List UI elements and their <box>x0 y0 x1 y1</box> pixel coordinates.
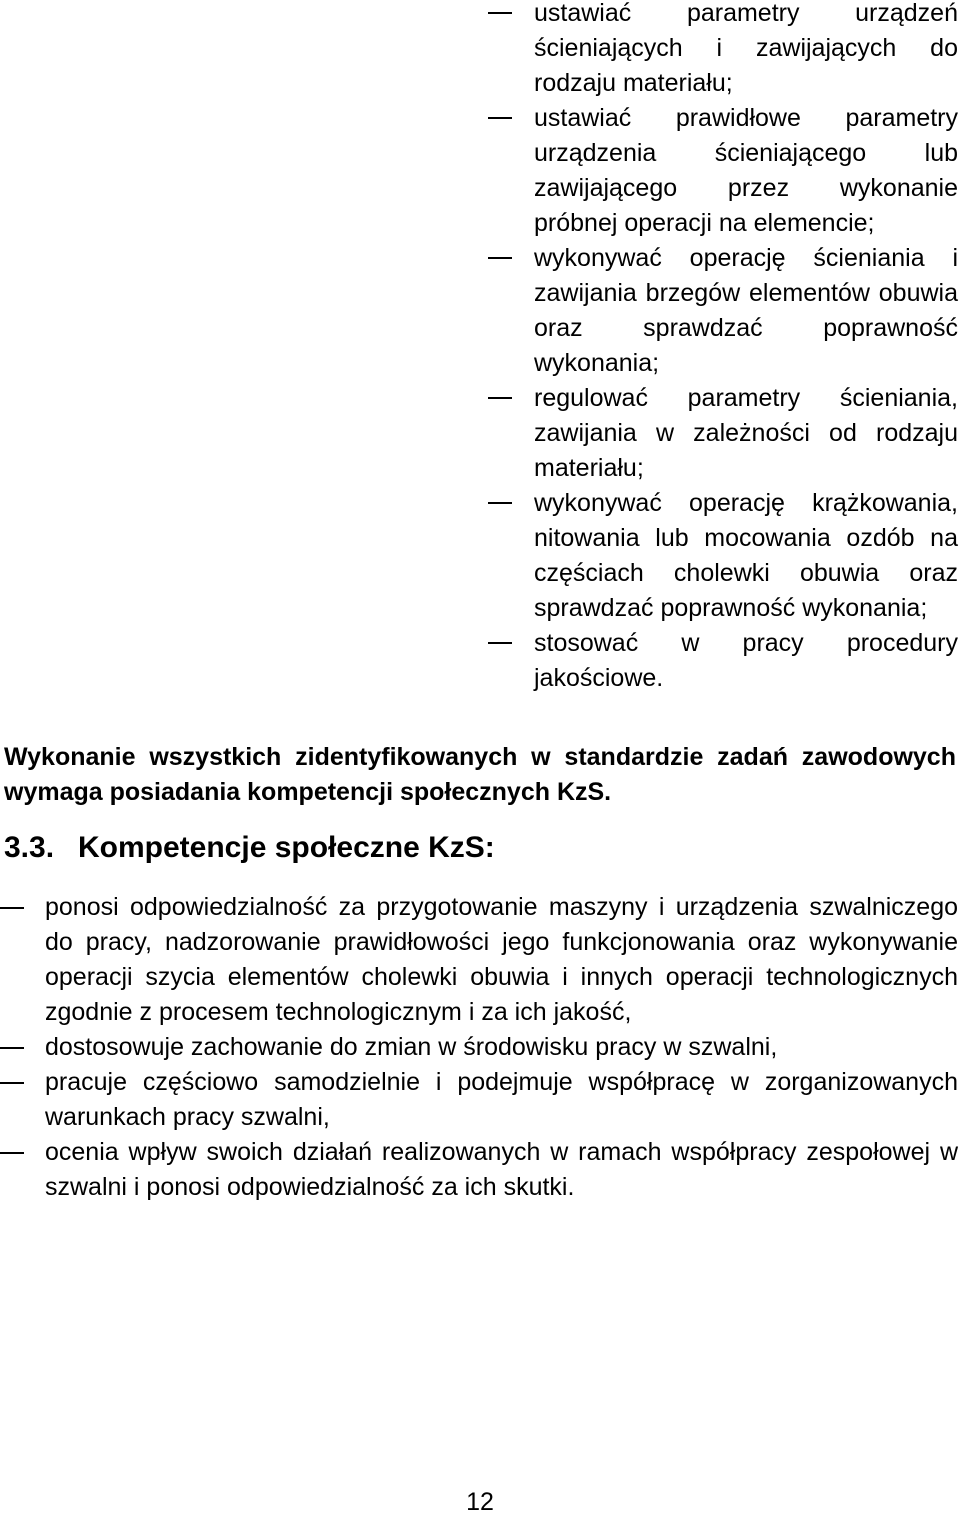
dash-bullet-icon <box>0 1152 24 1154</box>
list-item <box>488 241 958 381</box>
dash-bullet-icon <box>0 907 24 909</box>
page-number: 12 <box>466 1488 494 1516</box>
list-item <box>488 626 958 696</box>
dash-bullet-icon <box>488 397 512 399</box>
section-heading <box>4 828 495 868</box>
dash-bullet-icon <box>488 257 512 259</box>
requirement-paragraph: Wykonanie wszystkich zidentyfikowanych w standardzie zadań zawodowych wymaga posiadania kompetencji społecznych KzS. <box>4 743 956 806</box>
list-item-text: pracuje częściowo samodzielnie i podejmuje współpracę w zorganizowanych warunkach pracy szwalni, <box>45 1068 958 1131</box>
dash-bullet-icon <box>488 12 512 14</box>
list-item-text: regulować parametry ścieniania, zawijania w zależności od rodzaju materiału; <box>534 384 958 482</box>
list-item-text: ustawiać parametry urządzeń ścieniających i zawijających do rodzaju materiału; <box>534 0 958 97</box>
list-item-text: ponosi odpowiedzialność za przygotowanie maszyny i urządzenia szwalniczego do pracy, nadzorowanie prawidłowości jego funkcjonowania oraz wykonywanie operacji szycia elementów cholewki obuwia i innych operacji technologicznych zgodnie z procesem technologicznym i za ich jakość, <box>45 893 958 1026</box>
dash-bullet-icon <box>0 1082 24 1084</box>
skills-list <box>488 0 958 696</box>
list-item-text: ustawiać prawidłowe parametry urządzenia ścieniającego lub zawijającego przez wykonanie próbnej operacji na elemencie; <box>534 104 958 237</box>
list-item-text: dostosowuje zachowanie do zmian w środowisku pracy w szwalni, <box>45 1033 778 1061</box>
dash-bullet-icon <box>0 1047 24 1049</box>
list-item-text: wykonywać operację krążkowania, nitowania lub mocowania ozdób na częściach cholewki obuwia oraz sprawdzać poprawność wykonania; <box>534 489 958 622</box>
section-title: Kompetencje społeczne KzS: <box>78 831 495 864</box>
list-item-text: wykonywać operację ścieniania i zawijania brzegów elementów obuwia oraz sprawdzać poprawność wykonania; <box>534 244 958 377</box>
list-item <box>0 1065 958 1135</box>
list-item <box>488 381 958 486</box>
competencies-list <box>0 890 958 1205</box>
list-item <box>0 1030 958 1065</box>
section-number: 3.3. <box>4 831 55 864</box>
dash-bullet-icon <box>488 642 512 644</box>
list-item <box>488 486 958 626</box>
dash-bullet-icon <box>488 502 512 504</box>
list-item <box>488 0 958 101</box>
list-item-text: ocenia wpływ swoich działań realizowanych w ramach współpracy zespołowej w szwalni i ponosi odpowiedzialność za ich skutki. <box>45 1138 958 1201</box>
list-item <box>0 890 958 1030</box>
list-item <box>0 1135 958 1205</box>
dash-bullet-icon <box>488 117 512 119</box>
list-item <box>488 101 958 241</box>
list-item-text: stosować w pracy procedury jakościowe. <box>534 629 958 692</box>
